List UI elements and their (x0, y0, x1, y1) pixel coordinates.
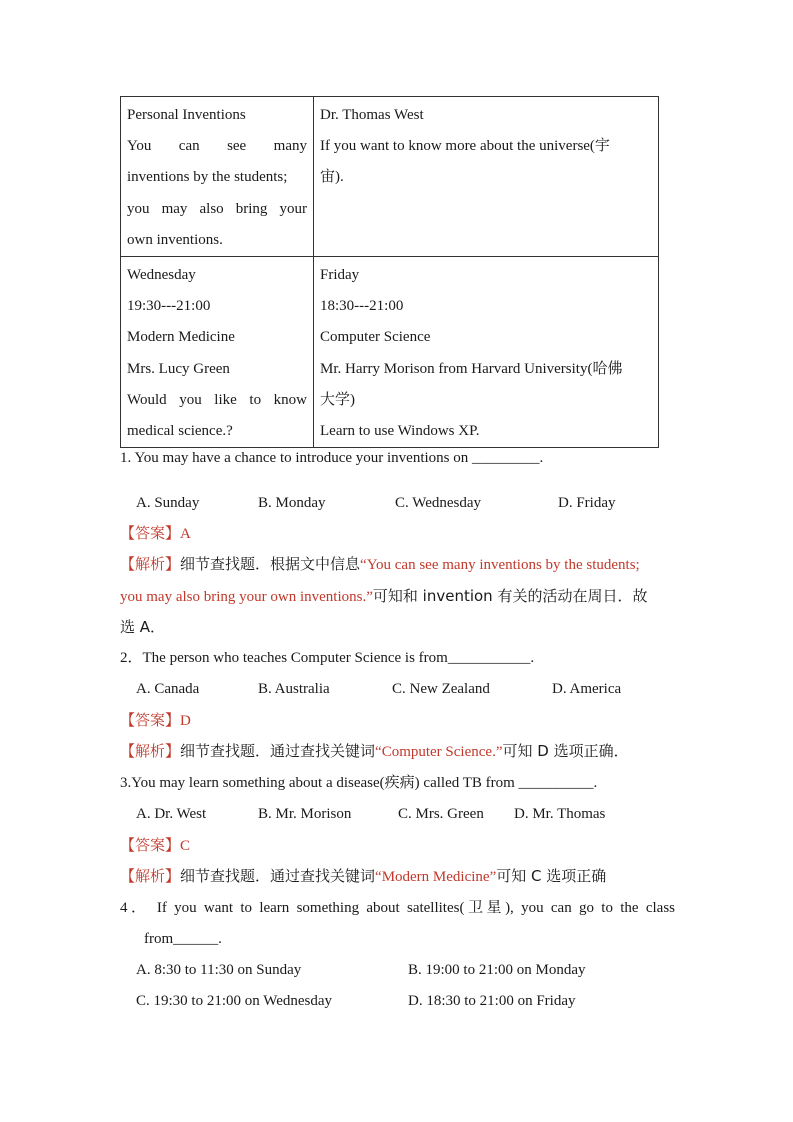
cell-line: You can see many (127, 138, 307, 155)
cell-line: If you want to know more about the universe(宇 (320, 138, 610, 155)
question-4-option-c: C. 19:30 to 21:00 on Wednesday (136, 993, 333, 1009)
cell-line: own inventions. (127, 231, 223, 248)
analysis-text: 细节查找题．根据文中信息 (180, 555, 361, 573)
question-1-analysis-line-1 (120, 554, 640, 575)
cell-line: Friday (320, 267, 360, 284)
analysis-tag: 【解析】 (120, 742, 181, 760)
question-2-option-a: A. Canada (136, 681, 200, 697)
question-1-option-d: D. Friday (558, 495, 616, 511)
cell-line: 大学) (320, 391, 355, 408)
cell-line: Learn to use Windows XP. (320, 423, 480, 440)
question-3-option-d: D. Mr. Thomas (514, 806, 606, 822)
question-3-option-b: B. Mr. Morison (258, 806, 352, 822)
cell-line: inventions by the students; (127, 169, 288, 186)
question-2-stem: 2．The person who teaches Computer Science is from___________. (120, 650, 535, 666)
question-2-answer (120, 710, 191, 731)
cell-line: Wednesday (127, 267, 196, 284)
question-4-stem-line-2: from______. (144, 931, 222, 947)
question-2-option-c: C. New Zealand (392, 681, 490, 697)
cell-friday (314, 257, 659, 448)
cell-line: Mrs. Lucy Green (127, 360, 230, 377)
cell-thomas-west (314, 97, 659, 257)
analysis-quote: you may also bring your own inventions.” (120, 589, 373, 605)
cell-line: Mr. Harry Morison from Harvard University(哈佛 (320, 360, 623, 377)
analysis-text: 细节查找题．通过查找关键词 (180, 867, 376, 885)
analysis-tag: 【解析】 (120, 555, 181, 573)
cell-line: 19:30---21:00 (127, 298, 211, 315)
question-1-option-a: A. Sunday (136, 495, 200, 511)
question-1-option-c: C. Wednesday (395, 495, 482, 511)
analysis-tag: 【解析】 (120, 867, 181, 885)
analysis-quote: “You can see many inventions by the students; (360, 557, 640, 573)
analysis-text: 可知 C 选项正确 (496, 867, 607, 885)
question-4-option-d: D. 18:30 to 21:00 on Friday (408, 993, 576, 1009)
analysis-text: 细节查找题．通过查找关键词 (180, 742, 376, 760)
cell-line: Modern Medicine (127, 329, 235, 346)
cell-line: Would you like to know (127, 391, 307, 408)
cell-personal-inventions (121, 97, 314, 257)
cell-wednesday (121, 257, 314, 448)
answer-tag: 【答案】 (120, 836, 181, 854)
cell-line: Dr. Thomas West (320, 107, 424, 123)
question-4-stem-line-1: 4． If you want to learn something about satellites(卫星), you can go to the class (120, 900, 675, 916)
question-1-analysis-line-2 (120, 586, 647, 607)
answer-tag: 【答案】 (120, 711, 181, 729)
answer-value: A (180, 526, 191, 542)
cell-line: 宙). (320, 169, 344, 186)
question-2-analysis (120, 741, 629, 762)
cell-line: Computer Science (320, 329, 431, 346)
answer-tag: 【答案】 (120, 524, 181, 542)
question-3-analysis (120, 866, 606, 887)
schedule-table (120, 96, 659, 448)
analysis-quote: “Modern Medicine” (375, 869, 497, 885)
analysis-quote: “Computer Science.” (375, 744, 503, 760)
cell-line: 18:30---21:00 (320, 298, 404, 315)
question-2-option-b: B. Australia (258, 681, 330, 697)
question-3-option-a: A. Dr. West (136, 806, 207, 822)
question-4-option-b: B. 19:00 to 21:00 on Monday (408, 962, 586, 978)
question-2-option-d: D. America (552, 681, 622, 697)
question-4-option-a: A. 8:30 to 11:30 on Sunday (136, 962, 302, 978)
answer-value: D (180, 713, 191, 729)
answer-value: C (180, 838, 191, 854)
question-1-analysis-line-3: 选 A． (120, 618, 166, 636)
question-1-answer (120, 523, 191, 544)
question-1-stem: 1. You may have a chance to introduce your inventions on _________. (120, 450, 544, 466)
analysis-text: 可知和 invention 有关的活动在周日．故 (372, 587, 648, 605)
analysis-text: 可知 D 选项正确． (502, 742, 629, 760)
question-3-option-c: C. Mrs. Green (398, 806, 484, 822)
question-3-answer (120, 835, 190, 856)
question-3-stem: 3.You may learn something about a disease(疾病) called TB from __________. (120, 775, 598, 791)
cell-line: you may also bring your (127, 200, 307, 217)
cell-line: medical science.? (127, 423, 233, 440)
question-1-option-b: B. Monday (258, 495, 326, 511)
cell-line: Personal Inventions (127, 107, 246, 123)
